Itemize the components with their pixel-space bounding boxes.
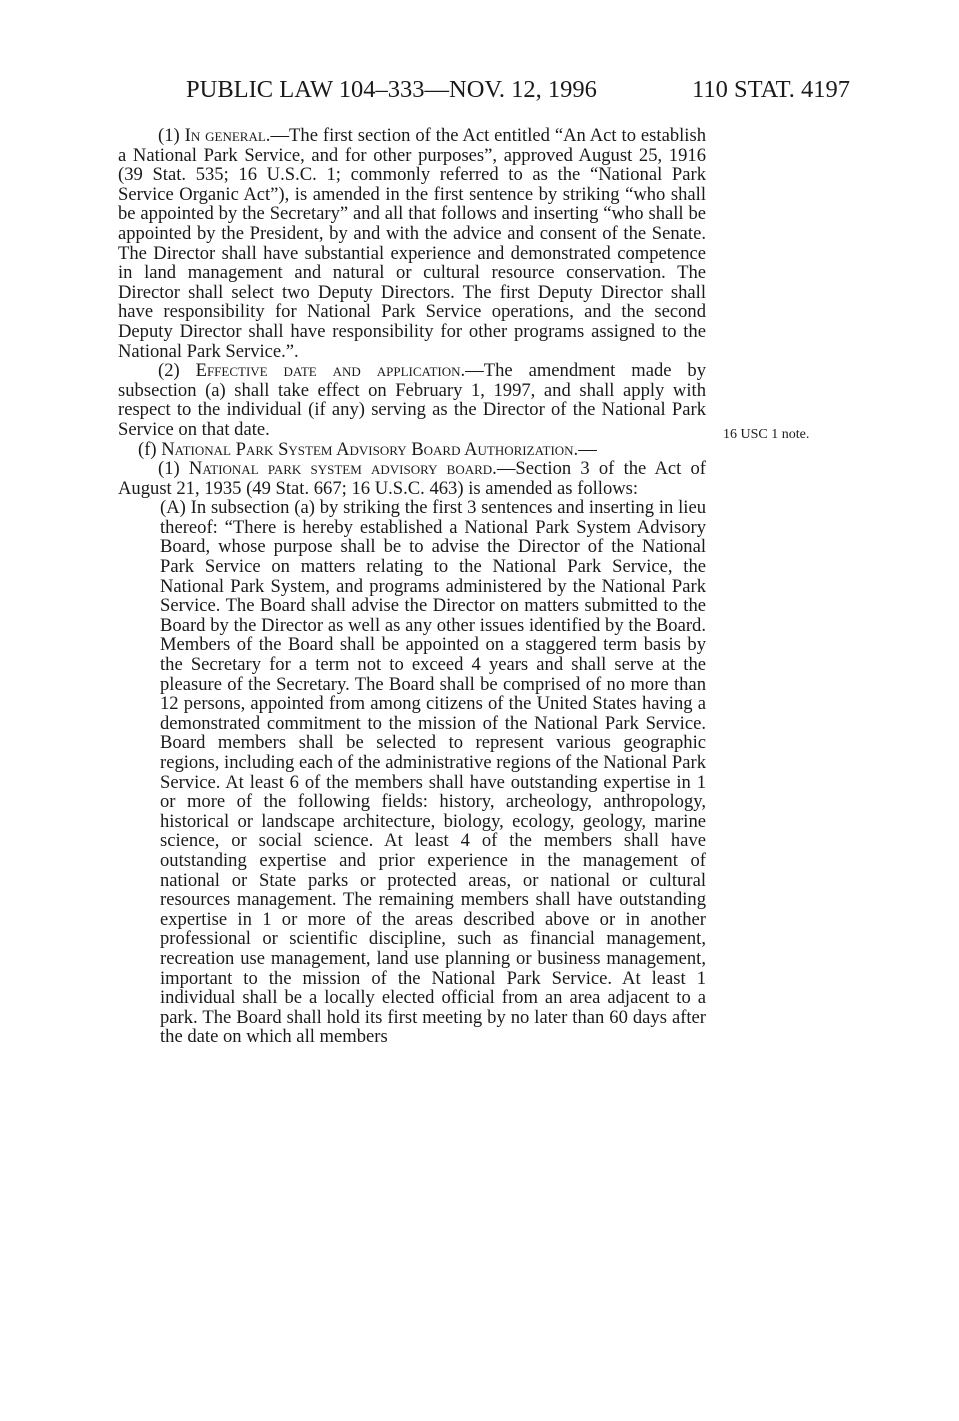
subparagraph-text: (A) In subsection (a) by striking the first 3 sentences and inserting in lieu thereof: “There is hereby established a National Park System Advisory Board, whose purpose shall be to advise the Director of the National Park Service on matters relating to the National Park Service, the National Park System, and programs administered by the National Park Service. The Board shall advise the Director on matters submitted to the Board by the Director as well as any other issues identified by the Board. Members of the Board shall be appointed on a staggered term basis by the Secretary for a term not to exceed 4 years and shall serve at the pleasure of the Secretary. The Board shall be comprised of no more than 12 persons, appointed from among citizens of the United States having a demonstrated commitment to the mission of the National Park Service. Board members shall be selected to represent various geographic regions, including each of the administrative regions of the National Park Service. At least 6 of the members shall have outstanding expertise in 1 or more of the following fields: history, archeology, anthropology, historical or landscape architecture, biology, ecology, geology, marine science, or social science. At least 4 of the members shall have outstanding expertise and prior experience in the management of national or State parks or protected areas, or national or cultural resources management. The remaining members shall have outstanding expertise in 1 or more of the areas described above or in another professional or scientific discipline, such as financial management, recreation use management, land use planning or business management, important to the mission of the National Park Service. At least 1 individual shall be a locally elected official from an area adjacent to a park. The Board shall hold its first meeting by no later than 60 days after the date on which all members [160, 497, 706, 1048]
subsection-heading: National Park System Advisory Board Authorization. [161, 438, 579, 460]
paragraph-text: —The first section of the Act entitled “An Act to establish a National Park Service, and for other purposes”, approved August 25, 1916 (39 Stat. 535; 16 U.S.C. 1; commonly referred to as the “National Park Service Organic Act”), is amended in the first sentence by striking “who shall be appointed by the Secretary” and all that follows and inserting “who shall be appointed by the President, by and with the advice and consent of the Senate. The Director shall have substantial experience and demonstrated competence in land management and natural or cultural resource conservation. The Director shall select two Deputy Directors. The first Deputy Director shall have responsibility for National Park Service operations, and the second Deputy Director shall have responsibility for other programs assigned to the National Park Service.”. [118, 125, 706, 362]
paragraph-heading: Effective date and application. [195, 360, 466, 382]
margin-citation-note: 16 USC 1 note. [723, 427, 810, 442]
paragraph-number: (2) [158, 360, 196, 382]
subparagraph-a [160, 498, 706, 1047]
paragraph-advisory-board [118, 459, 706, 498]
public-law-title: PUBLIC LAW 104–333—NOV. 12, 1996 [186, 76, 597, 103]
paragraph-text: —Section 3 of the Act of August 21, 1935 (49 Stat. 667; 16 U.S.C. 463) is amended as follows: [118, 458, 706, 499]
paragraph-text: —The amendment made by subsection (a) shall take effect on February 1, 1997, and shall apply with respect to the individual (if any) serving as the Director of the National Park Service on that date. [118, 360, 706, 440]
paragraph-heading: In general. [184, 125, 271, 146]
paragraph-number: (1) [158, 125, 185, 146]
paragraph-effective-date [118, 361, 706, 439]
statute-page-number: 110 STAT. 4197 [692, 76, 850, 103]
subsection-f-heading [118, 440, 706, 460]
subsection-dash: — [578, 438, 597, 460]
body-text [118, 126, 706, 1047]
paragraph-in-general [118, 126, 706, 361]
subsection-number: (f) [138, 438, 162, 460]
running-head [186, 76, 850, 106]
paragraph-number: (1) [158, 458, 189, 480]
paragraph-heading: National park system advisory board. [188, 458, 497, 480]
